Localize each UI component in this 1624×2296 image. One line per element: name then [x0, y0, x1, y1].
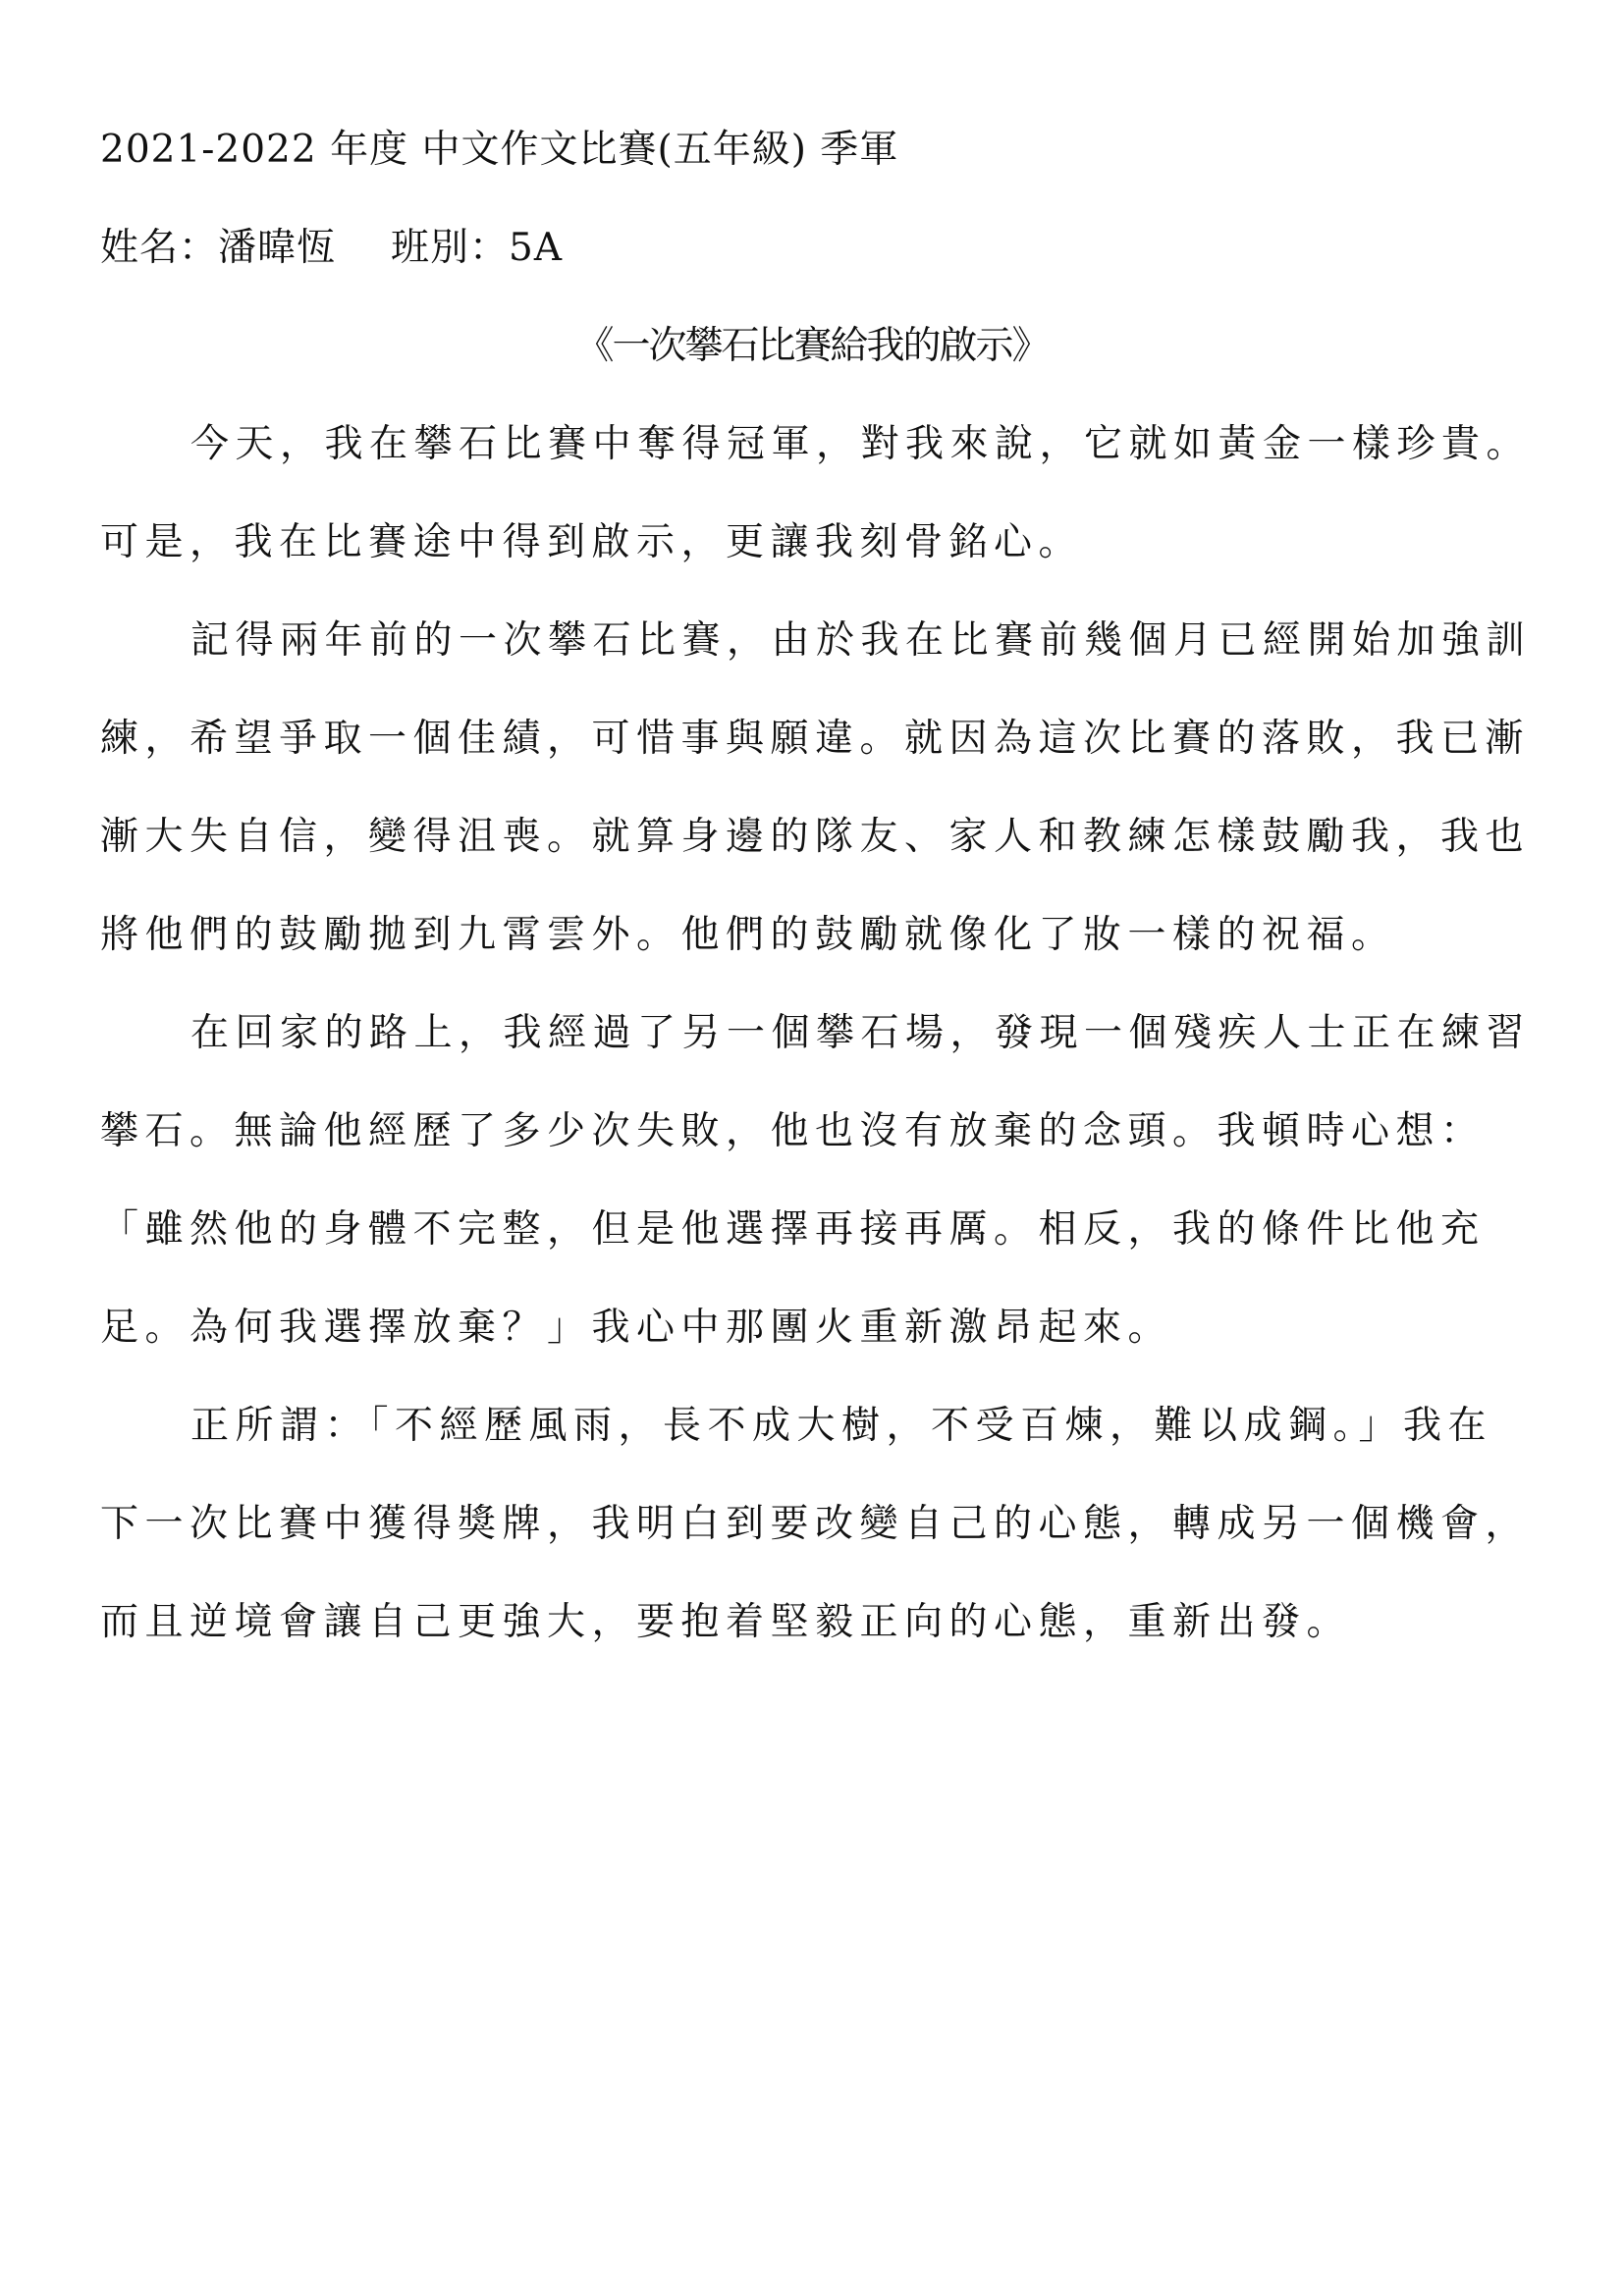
paragraph-line: 下一次比賽中獲得獎牌，我明白到要改變自己的心態，轉成另一個機會，	[100, 1502, 1531, 1546]
competition-heading: 2021-2022 年度 中文作文比賽(五年級) 季軍	[100, 128, 899, 172]
student-info	[100, 224, 563, 273]
paragraph-line: 將他們的鼓勵拋到九霄雲外。他們的鼓勵就像化了妝一樣的祝福。	[100, 913, 1396, 957]
paragraph-line: 足。為何我選擇放棄？」我心中那團火重新激昂起來。	[100, 1306, 1173, 1350]
paragraph-line: 「雖然他的身體不完整，但是他選擇再接再厲。相反，我的條件比他充	[100, 1207, 1486, 1252]
essay-paragraph-4	[100, 1402, 1534, 1696]
paragraph-line: 漸大失自信，變得沮喪。就算身邊的隊友、家人和教練怎樣鼓勵我，我也	[100, 815, 1531, 859]
essay-title: 《一次攀石比賽給我的啟示》	[575, 324, 1049, 368]
paragraph-line: 攀石。無論他經歷了多少次失敗，他也沒有放棄的念頭。我頓時心想：	[100, 1109, 1486, 1153]
paragraph-line: 正所謂：「不經歷風雨，長不成大樹，不受百煉，難以成鋼。」我在	[190, 1404, 1493, 1448]
paragraph-line: 在回家的路上，我經過了另一個攀石場，發現一個殘疾人士正在練習	[190, 1011, 1532, 1055]
paragraph-line: 記得兩年前的一次攀石比賽，由於我在比賽前幾個月已經開始加強訓	[190, 618, 1532, 663]
student-name: 姓名：潘暐恆	[100, 226, 337, 270]
essay-paragraph-2	[100, 616, 1534, 1009]
paragraph-line: 而且逆境會讓自己更強大，要抱着堅毅正向的心態，重新出發。	[100, 1600, 1352, 1644]
essay-paragraph-1	[100, 420, 1534, 616]
essay-paragraph-3	[100, 1009, 1534, 1402]
paragraph-line: 可是，我在比賽途中得到啟示，更讓我刻骨銘心。	[100, 520, 1084, 564]
paragraph-line: 練，希望爭取一個佳績，可惜事與願違。就因為這次比賽的落敗，我已漸	[100, 717, 1531, 761]
student-class: 班別：5A	[391, 226, 563, 270]
paragraph-line: 今天，我在攀石比賽中奪得冠軍，對我來說，它就如黃金一樣珍貴。	[190, 422, 1532, 466]
